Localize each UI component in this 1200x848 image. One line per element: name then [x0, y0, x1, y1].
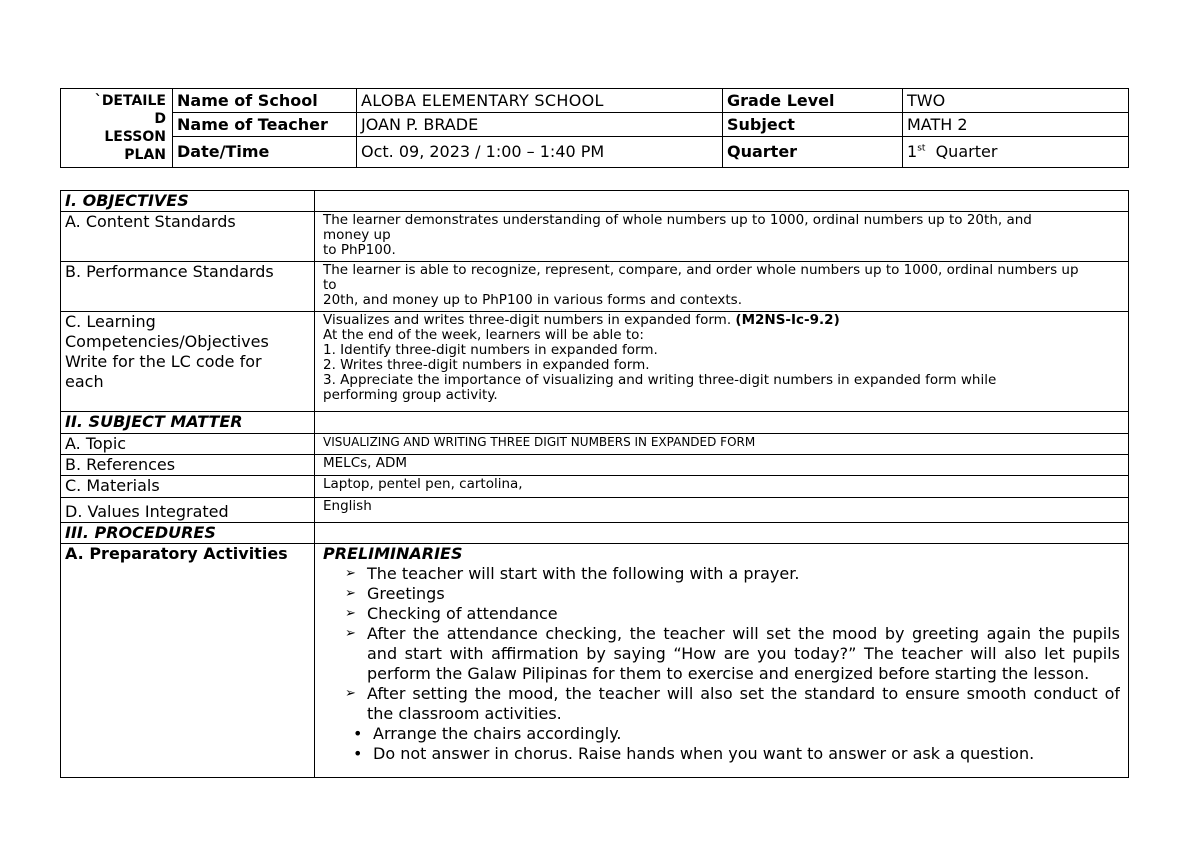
content-standards-label: A. Content Standards [61, 212, 315, 262]
classroom-standards-list [323, 724, 1120, 764]
title-line: `DETAILE [94, 93, 166, 109]
preliminaries-title: PRELIMINARIES [323, 544, 463, 563]
performance-standards-value: The learner is able to recognize, represent, compare, and order whole numbers up to 1000, ordinal numbers up to 20th, and money up to PhP100 in various forms and contexts. [315, 262, 1129, 312]
materials-label: C. Materials [61, 476, 315, 498]
procedures-heading: III. PROCEDURES [61, 523, 315, 544]
lc-code: (M2NS-Ic-9.2) [735, 312, 840, 328]
list-item: ➢ After the attendance checking, the teacher will set the mood by greeting again the pupils and start with affirmation by saying “How are you today?” The teacher will also let pupils perform the Galaw Pilipinas for them to exercise and energized before starting the lesson. [345, 624, 1120, 684]
values-integrated-label: D. Values Integrated [61, 498, 315, 523]
references-label: B. References [61, 455, 315, 476]
quarter-suffix: st [917, 143, 926, 154]
datetime-label: Date/Time [173, 137, 357, 168]
teacher-value: JOAN P. BRADE [357, 113, 723, 137]
preparatory-activities-label: A. Preparatory Activities [61, 544, 315, 778]
title-line: D [154, 111, 166, 127]
subject-matter-heading: II. SUBJECT MATTER [61, 412, 315, 434]
quarter-label: Quarter [723, 137, 903, 168]
preliminaries-list [323, 564, 1120, 724]
topic-value: VISUALIZING AND WRITING THREE DIGIT NUMBERS IN EXPANDED FORM [315, 434, 1129, 455]
preparatory-activities-content [315, 544, 1129, 778]
list-item: ➢ Greetings [345, 584, 1120, 604]
lesson-plan-main-table [60, 190, 1129, 778]
list-item: ➢ Checking of attendance [345, 604, 1120, 624]
quarter-number: 1 [907, 142, 918, 161]
references-value: MELCs, ADM [315, 455, 1129, 476]
quarter-text: Quarter [925, 142, 998, 161]
list-item: ➢ The teacher will start with the following with a prayer. [345, 564, 1120, 584]
school-value: ALOBA ELEMENTARY SCHOOL [357, 89, 723, 113]
title-line: LESSON [104, 129, 166, 145]
list-item: • Arrange the chairs accordingly. [351, 724, 1120, 744]
lesson-plan-header-table [60, 88, 1129, 168]
list-item: • Do not answer in chorus. Raise hands when you want to answer or ask a question. [351, 744, 1120, 764]
grade-level-label: Grade Level [723, 89, 903, 113]
list-item: ➢ After setting the mood, the teacher will also set the standard to ensure smooth conduct of the classroom activities. [345, 684, 1120, 724]
title-line: PLAN [124, 147, 166, 163]
values-integrated-value: English [315, 498, 1129, 523]
datetime-value: Oct. 09, 2023 / 1:00 – 1:40 PM [357, 137, 723, 168]
objectives-heading: I. OBJECTIVES [61, 191, 315, 212]
grade-level-value: TWO [903, 89, 1129, 113]
document-title [61, 89, 173, 168]
learning-competencies-value: Visualizes and writes three-digit numbers in expanded form. (M2NS-Ic-9.2) At the end of the week, learners will be able to: 1. Identify three-digit numbers in expanded form. 2. Writes three-digit numbers in expanded form. 3. Appreciate the importance of visualizing and writing three-digit numbers in expanded form while performing group activity. [315, 312, 1129, 412]
school-label: Name of School [173, 89, 357, 113]
content-standards-value: The learner demonstrates understanding of whole numbers up to 1000, ordinal numbers up to 20th, and money up to PhP100. [315, 212, 1129, 262]
teacher-label: Name of Teacher [173, 113, 357, 137]
subject-value: MATH 2 [903, 113, 1129, 137]
topic-label: A. Topic [61, 434, 315, 455]
materials-value: Laptop, pentel pen, cartolina, [315, 476, 1129, 498]
quarter-value [903, 137, 1129, 168]
subject-label: Subject [723, 113, 903, 137]
performance-standards-label: B. Performance Standards [61, 262, 315, 312]
learning-competencies-label: C. Learning Competencies/Objectives Write for the LC code for each [61, 312, 315, 412]
